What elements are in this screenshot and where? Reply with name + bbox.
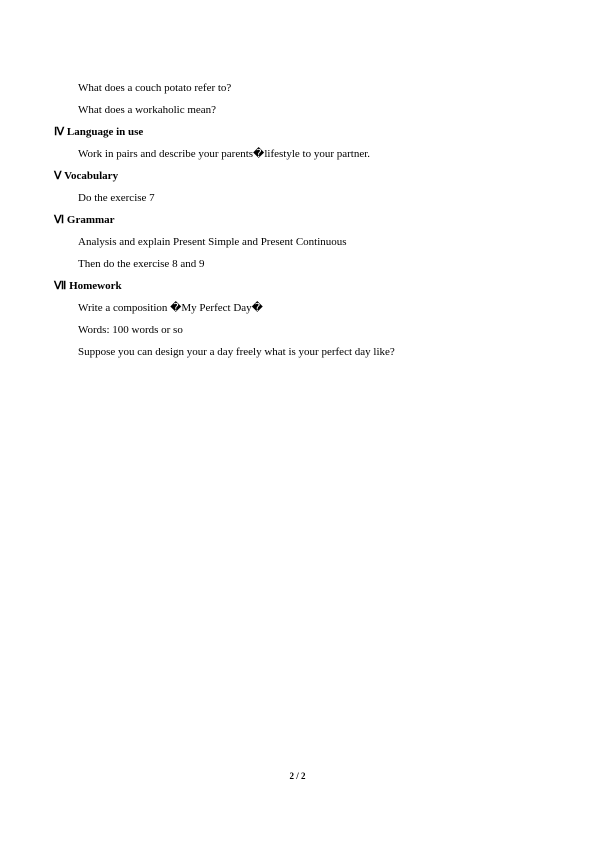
vocabulary-task: Do the exercise 7 [78,192,155,204]
section-heading-language-in-use: Ⅳ Language in use [54,126,144,138]
grammar-task-2: Then do the exercise 8 and 9 [78,258,205,270]
question-workaholic: What does a workaholic mean? [78,104,217,116]
section-heading-vocabulary: Ⅴ Vocabulary [54,170,119,182]
homework-task-3: Suppose you can design your a day freely what is your perfect day like? [78,346,395,358]
grammar-task-1: Analysis and explain Present Simple and Present Continuous [78,236,347,248]
page-number: 2 / 2 [289,771,306,781]
question-couch-potato: What does a couch potato refer to? [78,82,232,94]
section-heading-grammar: Ⅵ Grammar [54,214,115,226]
homework-task-2: Words: 100 words or so [78,324,183,336]
language-in-use-task: Work in pairs and describe your parents�lifestyle to your partner. [78,148,371,160]
section-heading-homework: Ⅶ Homework [54,280,122,292]
homework-task-1: Write a composition �My Perfect Day� [78,302,263,314]
